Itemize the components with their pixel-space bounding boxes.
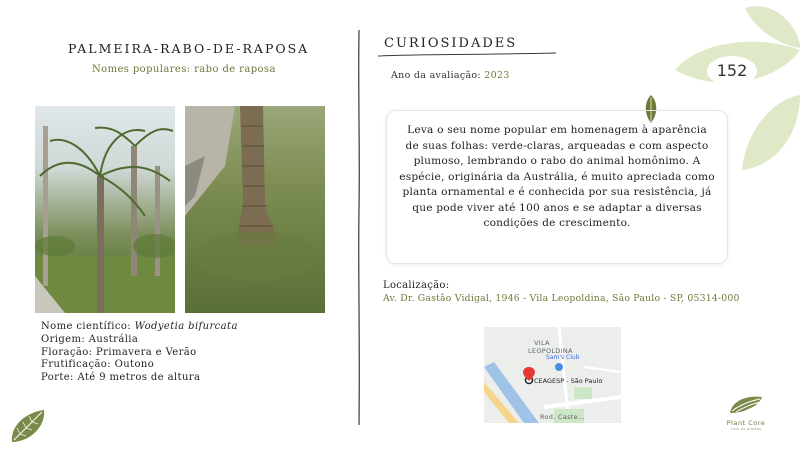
popular-names [92, 64, 276, 75]
brand-name: Plant Core [726, 419, 766, 427]
spec-value: Até 9 metros de altura [77, 372, 201, 384]
plant-name: PALMEIRA-RABO-DE-RAPOSA [68, 41, 310, 56]
map-marker-label: CEAGESP - São Paulo [534, 377, 603, 385]
plant-photo-palm-garden [35, 106, 175, 313]
location-address: Av. Dr. Gastão Vidigal, 1946 - Vila Leopoldina, São Paulo - SP, 05314-000 [383, 293, 740, 304]
spec-label: Porte: [41, 372, 74, 384]
spec-fruiting [41, 359, 238, 372]
tree-number-badge: 152 [707, 56, 757, 86]
curiosity-text: Leva o seu nome popular em homenagem à aparência de suas folhas: verde-claras, arqueadas e com aspecto plumoso, lembrando o rabo do animal homônimo. A espécie, originária da Austrália, é muito apreciada como planta ornamental e é conhecida por sua resistência, já que pode viver até 100 anos e se adaptar a diversas condições de crescimento. [399, 124, 715, 229]
location-map[interactable] [484, 327, 621, 423]
map-place-label: Sam's Club [546, 354, 580, 361]
spec-label: Nome científico: [41, 321, 132, 332]
popular-names-value: rabo de raposa [194, 64, 276, 75]
spec-origin [41, 334, 238, 347]
popular-names-label: Nomes populares: [92, 64, 191, 75]
spec-value: Austrália [88, 333, 139, 345]
spec-label: Origem: [41, 333, 86, 345]
brand-tagline: ciclo de plantas [730, 427, 762, 431]
curiosity-card [386, 110, 728, 264]
plant-photo-palm-trunk [185, 106, 325, 313]
year-label: Ano da avaliação: [391, 70, 481, 81]
curiosities-title: CURIOSIDADES [384, 36, 518, 51]
brand-logo-icon [726, 393, 766, 415]
map-district-line2: LEOPOLDINA [528, 347, 573, 355]
leaf-shape [742, 95, 800, 170]
spec-value: Outono [114, 359, 155, 371]
leaf-icon [8, 408, 48, 446]
spec-scientific-name [41, 321, 238, 334]
map-road-label: Rod. Caste... [540, 413, 586, 421]
location-label: Localização: [383, 280, 450, 291]
spec-value: Wodyetia bifurcata [134, 321, 238, 332]
curiosities-underline [378, 52, 558, 58]
section-divider [356, 30, 362, 425]
map-district-line1: VILA [534, 339, 550, 347]
evaluation-year [391, 70, 510, 81]
spec-size [41, 372, 238, 385]
spec-flowering [41, 347, 238, 360]
year-value: 2023 [484, 70, 510, 81]
brand-logo [720, 393, 772, 431]
spec-value: Primavera e Verão [96, 346, 197, 358]
leaf-shape [745, 6, 800, 48]
plant-specs [41, 321, 238, 385]
spec-label: Frutificação: [41, 359, 111, 371]
spec-label: Floração: [41, 346, 93, 358]
